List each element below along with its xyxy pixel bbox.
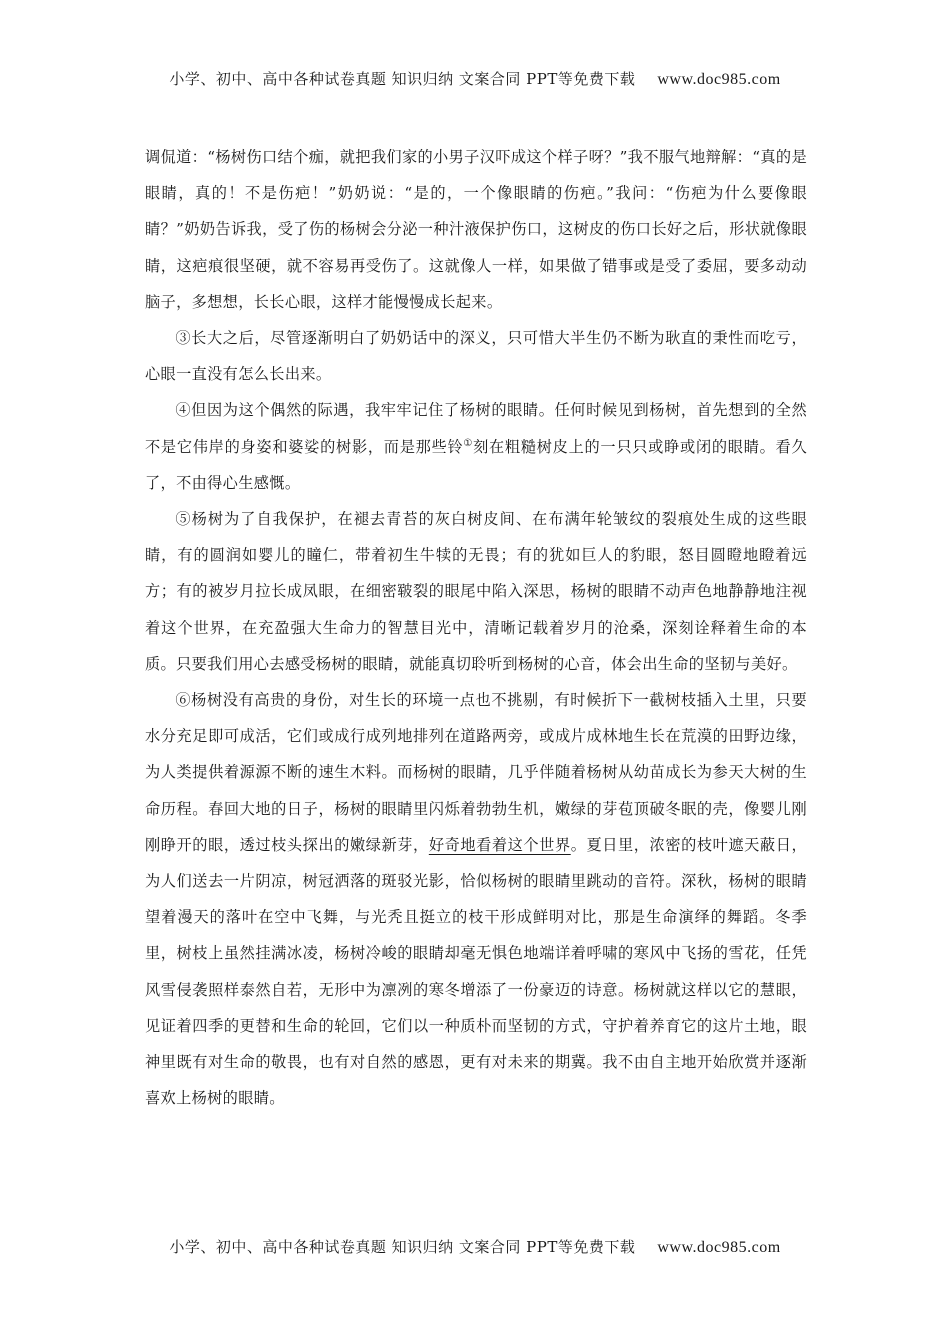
paragraph-4-part-b: 刻在粗糙树皮上的一只只或睁或闭的眼睛。看久了，不由得心生感慨。 (145, 437, 807, 492)
page-header (0, 68, 950, 89)
article-body (145, 139, 807, 1116)
paragraph-4 (145, 392, 807, 501)
paragraph-5: ⑤杨树为了自我保护，在褪去青苔的灰白树皮间、在布满年轮皱纹的裂痕处生成的这些眼睛，有的圆润如婴儿的瞳仁，带着初生牛犊的无畏；有的犹如巨人的豹眼，怒目圆瞪地瞪着远方；有的被岁月拉长成凤眼，在细密皲裂的眼尾中陷入深思，杨树的眼睛不动声色地静静地注视着这个世界，在充盈强大生命力的智慧目光中，清晰记载着岁月的沧桑，深刻诠释着生命的本质。只要我们用心去感受杨树的眼睛，就能真切聆听到杨树的心音，体会出生命的坚韧与美好。 (145, 510, 807, 673)
footer-site-link[interactable]: www.doc985.com (657, 1239, 781, 1256)
paragraph-6 (145, 682, 807, 1116)
paragraph-4-part-a: ④但因为这个偶然的际遇，我牢牢记住了杨树的眼睛。任何时候见到杨树，首先想到的全然不是它伟岸的身姿和婆娑的树影，而是那些铃 (145, 401, 807, 456)
underlined-phrase: 好奇地看着这个世界 (428, 835, 571, 854)
paragraph-3: ③长大之后，尽管逐渐明白了奶奶话中的深义，只可惜大半生仍不断为耿直的秉性而吃亏，心眼一直没有怎么长出来。 (145, 329, 807, 384)
paragraph-6-part-b: 。夏日里，浓密的枝叶遮天蔽日，为人们送去一片阴凉，树冠洒落的斑驳光影，恰似杨树的眼睛里跳动的音符。深秋，杨树的眼睛望着漫天的落叶在空中飞舞，与光秃且挺立的枝干形成鲜明对比，那是生命演绎的舞蹈。冬季里，树枝上虽然挂满冰凌，杨树冷峻的眼睛却毫无惧色地端详着呼啸的寒风中飞扬的雪花，任凭风雪侵袭照样泰然自若，无形中为凛冽的寒冬增添了一份豪迈的诗意。杨树就这样以它的慧眼，见证着四季的更替和生命的轮回，它们以一种质朴而坚韧的方式，守护着养育它的这片土地，眼神里既有对生命的敬畏，也有对自然的感恩，更有对未来的期冀。我不由自主地开始欣赏并逐渐喜欢上杨树的眼睛。 (145, 835, 807, 1108)
paragraph-6-part-a: ⑥杨树没有高贵的身份，对生长的环境一点也不挑剔，有时候折下一截树枝插入土里，只要水分充足即可成活，它们或成行成列地排列在道路两旁，或成片成林地生长在荒漠的田野边缘，为人类提供着源源不断的速生木料。而杨树的眼睛，几乎伴随着杨树从幼苗成长为参天大树的生命历程。春回大地的日子，杨树的眼睛里闪烁着勃勃生机，嫩绿的芽苞顶破冬眠的壳，像婴儿刚刚睁开的眼，透过枝头探出的嫩绿新芽， (145, 691, 807, 854)
header-text: 小学、初中、高中各种试卷真题 知识归纳 文案合同 PPT等免费下载 (169, 70, 636, 88)
header-site-link[interactable]: www.doc985.com (657, 71, 781, 88)
page-footer (0, 1236, 950, 1257)
paragraph-continued: 调侃道：“杨树伤口结个痂，就把我们家的小男子汉吓成这个样子呀？”我不服气地辩解：“真的是眼睛，真的！不是伤疤！”奶奶说：“是的，一个像眼睛的伤疤。”我问：“伤疤为什么要像眼睛？”奶奶告诉我，受了伤的杨树会分泌一种汁液保护伤口，这树皮的伤口长好之后，形状就像眼睛，这疤痕很坚硬，就不容易再受伤了。这就像人一样，如果做了错事或是受了委屈，要多动动脑子，多想想，长长心眼，这样才能慢慢成长起来。 (145, 148, 807, 311)
footnote-marker: ① (463, 437, 474, 449)
footer-text: 小学、初中、高中各种试卷真题 知识归纳 文案合同 PPT等免费下载 (169, 1238, 636, 1256)
